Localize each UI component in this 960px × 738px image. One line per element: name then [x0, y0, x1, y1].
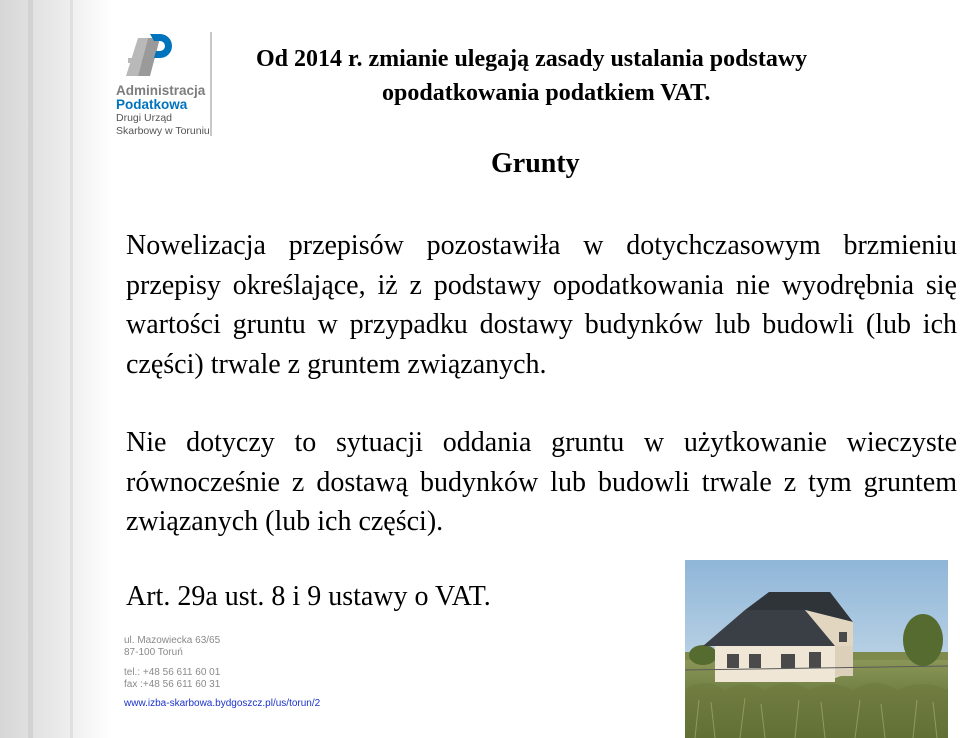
house-on-meadow-photo: [685, 560, 948, 738]
logo-office-line2: Skarbowy w Toruniu: [116, 125, 210, 137]
administracja-podatkowa-logo: [116, 30, 226, 140]
contact-fax: fax :+48 56 611 60 31: [124, 679, 221, 690]
header-line2: opodatkowania podatkiem VAT.: [382, 80, 711, 106]
logo-ap-icon: [120, 30, 176, 88]
logo-office-line1: Drugi Urząd: [116, 112, 173, 124]
logo-name-line1: Administracja: [116, 83, 206, 98]
contact-address-line2: 87-100 Toruń: [124, 647, 183, 658]
side-decorative-stripe: [70, 0, 73, 738]
contact-address-line1: ul. Mazowiecka 63/65: [124, 635, 221, 646]
legal-reference: Art. 29a ust. 8 i 9 ustawy o VAT.: [126, 581, 491, 612]
paragraph-body: Nowelizacja przepisów pozostawiła w dotychczasowym brzmieniu przepisy określające, iż z podstawy opodatkowania nie wyodrębnia się wartości gruntu w przypadku dostawy budynków lub budowli (lub ich części) trwale z gruntem związanych.: [126, 230, 957, 380]
page-title: Grunty: [491, 148, 580, 179]
house-illustration: [685, 560, 948, 738]
side-decorative-stripe: [28, 0, 33, 738]
logo-name-line2: Podatkowa: [116, 97, 188, 112]
contact-phone: tel.: +48 56 611 60 01: [124, 667, 221, 678]
logo-divider: [210, 32, 212, 136]
header-line1: Od 2014 r. zmianie ulegają zasady ustalania podstawy: [256, 46, 808, 72]
side-decorative-band: [0, 0, 112, 738]
paragraph-body: Nie dotyczy to sytuacji oddania gruntu w użytkowanie wieczyste równocześnie z dostawą budynków lub budowli trwale z tym gruntem związanych (lub ich części).: [126, 427, 957, 538]
contact-website-link[interactable]: www.izba-skarbowa.bydgoszcz.pl/us/torun/2: [124, 698, 321, 709]
